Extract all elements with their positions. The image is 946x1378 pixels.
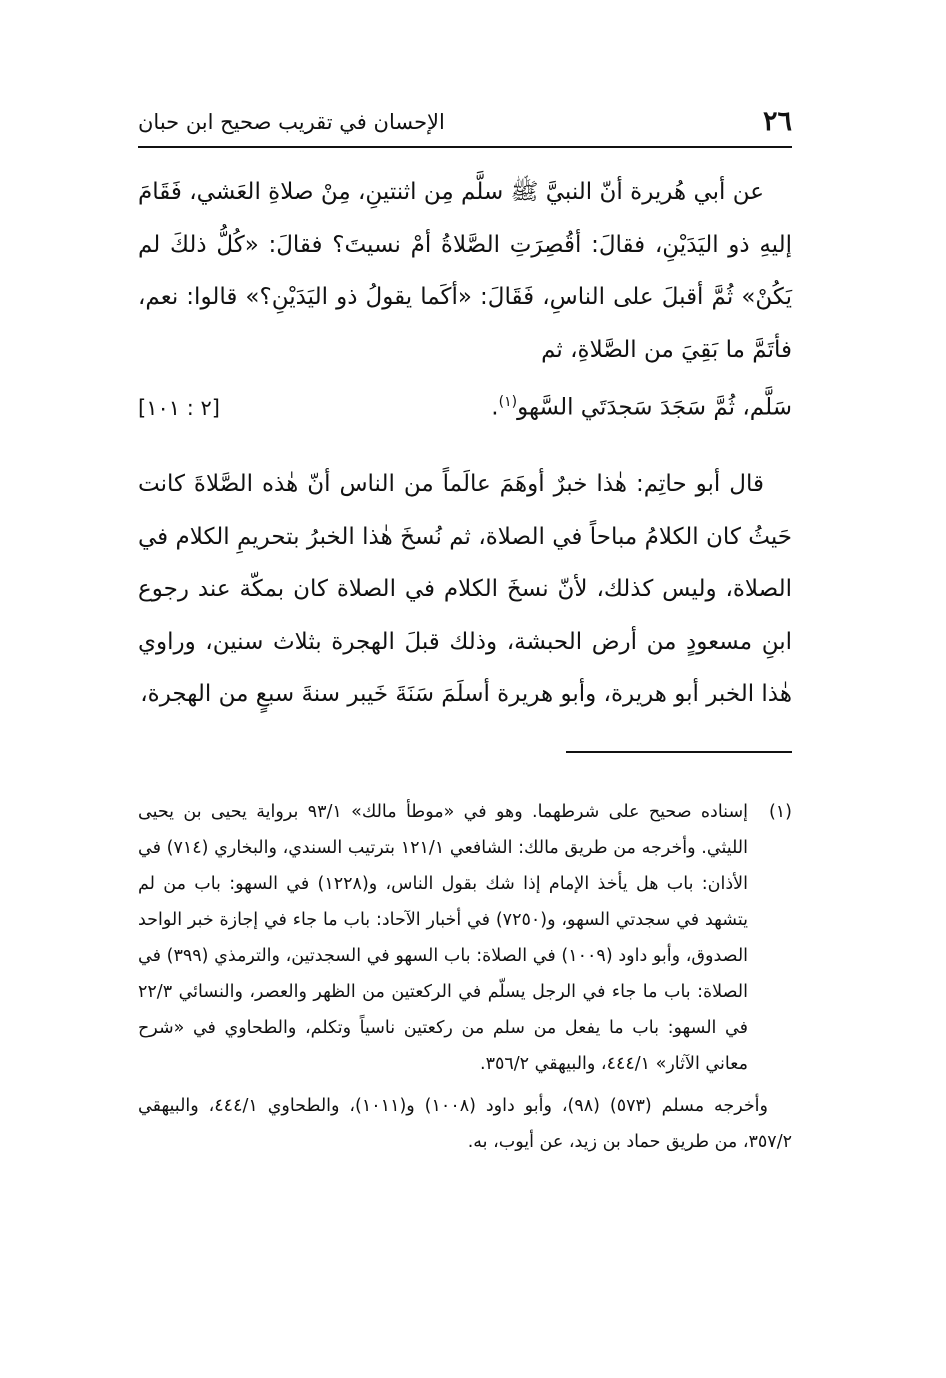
hadith-last-line-text: سَلَّم، ثُمَّ سَجَدَ سَجدَتَي السَّهو xyxy=(517,394,792,421)
page-number: ٢٦ xyxy=(762,106,792,137)
hadith-text xyxy=(138,166,792,376)
footnote-reference[interactable]: (١) xyxy=(498,394,518,410)
hadith-closing-line xyxy=(138,376,792,434)
footnotes xyxy=(138,794,792,1160)
hadith-body: عن أبي هُريرة أنّ النبيَّ ﷺ سلَّم مِن اثنتينِ، مِنْ صلاةِ العَشي، فَقَامَ إليهِ ذو اليَدَيْنِ، فقالَ: أقُصِرَتِ الصَّلاةُ أمْ نسيتَ؟ فقالَ: «كُلُّ ذلكَ لم يَكُنْ» ثُمَّ أقبلَ على الناسِ، فَقَالَ: «أكَما يقولُ ذو اليَدَيْنِ؟» قالوا: نعم، فأتَمَّ ما بَقِيَ من الصَّلاةِ، ثم xyxy=(138,179,792,363)
commentary-paragraph: قال أبو حاتِم: هٰذا خبرٌ أوهَمَ عالَماً من الناس أنّ هٰذه الصَّلاةَ كانت حَيثُ كان الكلامُ مباحاً في الصلاة، ثم نُسخَ هٰذا الخبرُ بتحريمِ الكلام في الصلاة، وليس كذلك، لأنّ نسخَ الكلام في الصلاة كان بمكّة عند رجوع ابنِ مسعودٍ من أرض الحبشة، وذلك قبلَ الهجرة بثلاث سنين، وراوي هٰذا الخبر أبو هريرة، وأبو هريرة أسلَمَ سَنَةَ خَيبر سنةَ سبعٍ من الهجرة، xyxy=(138,471,792,708)
header-rule xyxy=(138,146,792,148)
footnote-rule xyxy=(566,751,792,753)
reference-tag: [٢ : ١٠١] xyxy=(138,395,220,420)
running-title: الإحسان في تقريب صحيح ابن حبان xyxy=(138,110,445,134)
footnote-1 xyxy=(138,794,792,1082)
hadith-last-line xyxy=(491,376,792,434)
footnote-marker: (١) xyxy=(768,802,792,822)
page-header xyxy=(138,104,792,144)
hadith-end-punct: . xyxy=(491,394,499,421)
footnote-1-continuation: وأخرجه مسلم (٥٧٣) (٩٨)، وأبو داود (١٠٠٨) و(١٠١١)، والطحاوي ٤٤٤/١، والبيهقي ٣٥٧/٢، من طريق حماد بن زيد، عن أيوب، به. xyxy=(138,1096,792,1152)
footnote-1-text: إسناده صحيح على شرطهما. وهو في «موطأ مالك» ٩٣/١ برواية يحيى بن يحيى الليثي. وأخرجه من طريق مالك: الشافعي ١٢١/١ بترتيب السندي، والبخاري (٧١٤) في الأذان: باب هل يأخذ الإمام إذا شك بقول الناس، و(١٢٢٨) في السهو: باب من لم يتشهد في سجدتي السهو، و(٧٢٥٠) في أخبار الآحاد: باب ما جاء في إجازة خبر الواحد الصدوق، وأبو داود (١٠٠٩) في الصلاة: باب السهو في السجدتين، والترمذي (٣٩٩) في الصلاة: باب ما جاء في الرجل يسلّم في الركعتين من الظهر والعصر، والنسائي ٢٢/٣ في السهو: باب ما يفعل من سلم من ركعتين ناسياً وتكلم، والطحاوي في «شرح معاني الآثار» ٤٤٤/١، والبيهقي ٣٥٦/٢. xyxy=(138,802,749,1074)
main-text xyxy=(138,166,792,721)
